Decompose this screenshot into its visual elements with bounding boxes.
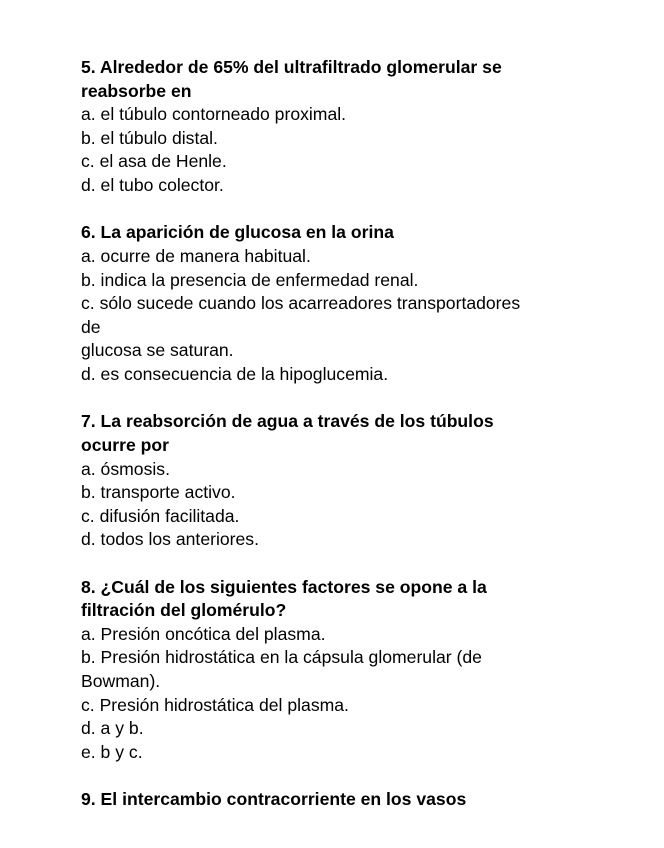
option-line: Bowman). xyxy=(81,671,161,692)
option-d xyxy=(81,717,626,741)
option-line: c. el asa de Henle. xyxy=(81,151,227,172)
question-5 xyxy=(81,56,626,198)
question-9 xyxy=(81,788,626,812)
option-a xyxy=(81,623,626,647)
question-7 xyxy=(81,410,626,552)
option-d xyxy=(81,528,626,552)
question-title-line: 9. El intercambio contracorriente en los vasos xyxy=(81,789,467,810)
question-title-line: ocurre por xyxy=(81,434,169,455)
option-line: d. todos los anteriores. xyxy=(81,529,259,550)
option-line: glucosa se saturan. xyxy=(81,340,234,361)
option-b xyxy=(81,269,626,293)
question-title-line: 7. La reabsorción de agua a través de los túbulos xyxy=(81,411,494,432)
option-line: b. transporte activo. xyxy=(81,482,236,503)
option-line: b. indica la presencia de enfermedad renal. xyxy=(81,269,419,290)
option-c xyxy=(81,150,626,174)
option-line: a. ocurre de manera habitual. xyxy=(81,245,311,266)
option-line: b. Presión hidrostática en la cápsula glomerular (de xyxy=(81,647,482,668)
option-a xyxy=(81,103,626,127)
option-c xyxy=(81,292,626,363)
option-line: a. Presión oncótica del plasma. xyxy=(81,623,326,644)
option-line: d. a y b. xyxy=(81,718,144,739)
question-title-line: filtración del glomérulo? xyxy=(81,600,287,621)
option-line: d. el tubo colector. xyxy=(81,174,224,195)
question-title xyxy=(81,56,626,103)
question-title xyxy=(81,788,626,812)
question-list xyxy=(81,56,626,836)
question-title-line: reabsorbe en xyxy=(81,80,192,101)
question-8 xyxy=(81,576,626,765)
option-d xyxy=(81,363,626,387)
option-line: b. el túbulo distal. xyxy=(81,127,218,148)
question-title xyxy=(81,410,626,457)
option-c xyxy=(81,505,626,529)
option-line: c. difusión facilitada. xyxy=(81,505,240,526)
option-b xyxy=(81,127,626,151)
option-b xyxy=(81,646,626,693)
question-title xyxy=(81,576,626,623)
option-line: e. b y c. xyxy=(81,741,143,762)
question-title-line: 8. ¿Cuál de los siguientes factores se opone a la xyxy=(81,576,487,597)
option-d xyxy=(81,174,626,198)
question-title-line: 5. Alrededor de 65% del ultrafiltrado glomerular se xyxy=(81,57,502,77)
option-a xyxy=(81,458,626,482)
option-a xyxy=(81,245,626,269)
option-b xyxy=(81,481,626,505)
option-line: d. es consecuencia de la hipoglucemia. xyxy=(81,363,389,384)
option-line: c. Presión hidrostática del plasma. xyxy=(81,694,349,715)
option-line: c. sólo sucede cuando los acarreadores transportadores xyxy=(81,293,521,314)
option-line: de xyxy=(81,316,101,337)
option-line: a. ósmosis. xyxy=(81,458,170,479)
question-title xyxy=(81,221,626,245)
question-title-line: 6. La aparición de glucosa en la orina xyxy=(81,222,394,243)
option-e xyxy=(81,741,626,765)
option-c xyxy=(81,694,626,718)
option-line: a. el túbulo contorneado proximal. xyxy=(81,104,347,125)
question-6 xyxy=(81,221,626,386)
